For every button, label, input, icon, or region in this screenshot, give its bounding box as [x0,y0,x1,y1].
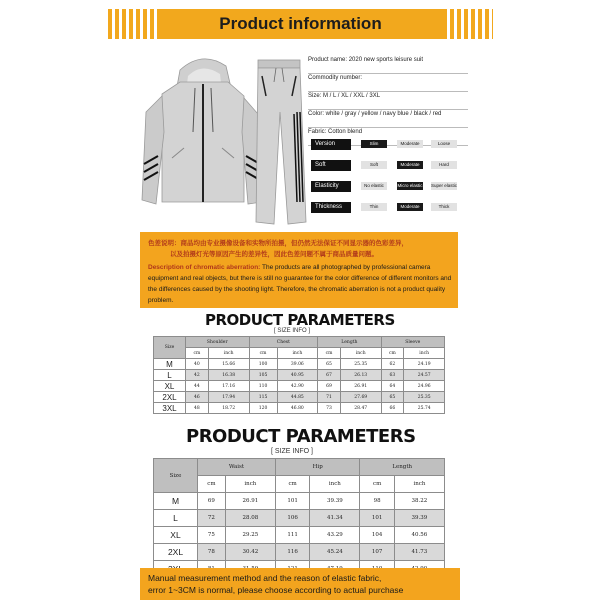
spec-product-name: Product name: 2020 new sports leisure suit [308,54,468,74]
notice-english [148,262,453,306]
top-size-table [153,336,445,414]
notice-en-heading: Description of chromatic aberration: [148,264,261,271]
page-title: Product information [219,14,382,33]
table-cell: 40.95 [277,370,318,381]
table-cell: 16.38 [208,370,249,381]
size-cell: XL [154,381,186,392]
attr-label: Soft [311,160,351,171]
unit-header: cm [249,348,277,359]
header-banner [0,0,600,48]
attr-option: Thin [361,203,387,211]
bottom-table-body [154,493,445,578]
attr-soft [311,160,466,171]
attr-option: Loose [431,140,457,148]
top-table-body [154,359,445,414]
table-row [154,493,445,510]
unit-header: inch [404,348,445,359]
group-header: Chest [249,337,318,348]
top-params-subtitle: [ SIZE INFO ] [274,328,311,334]
measurement-note [140,568,460,600]
table-cell: 24.96 [404,381,445,392]
table-cell: 111 [275,527,309,544]
table-cell: 43.29 [310,527,360,544]
table-cell: 15.66 [208,359,249,370]
table-cell: 65 [381,392,404,403]
table-row [154,370,445,381]
table-cell: 27.69 [340,392,381,403]
note-line1: Manual measurement method and the reason of elastic fabric, [148,573,382,583]
table-row [154,403,445,414]
unit-header: cm [318,348,341,359]
attr-label: Elasticity [311,181,351,192]
unit-header: inch [340,348,381,359]
spec-commodity-number: Commodity number: [308,72,468,92]
table-cell: 62 [381,359,404,370]
size-header: Size [154,337,186,359]
table-cell: 100 [249,359,277,370]
table-cell: 40.56 [394,527,444,544]
unit-header: cm [186,348,209,359]
bottom-params-title: PRODUCT PARAMETERS [186,426,416,447]
unit-header: cm [275,476,309,493]
size-cell: 2XL [154,392,186,403]
table-cell: 75 [198,527,226,544]
table-cell: 104 [360,527,394,544]
table-cell: 46.80 [277,403,318,414]
attr-version [311,139,466,150]
table-row [154,381,445,392]
table-cell: 28.47 [340,403,381,414]
table-cell: 101 [360,510,394,527]
table-cell: 40 [186,359,209,370]
table-cell: 25.35 [404,392,445,403]
spec-fabric: Fabric: Cotton blend [308,126,468,146]
attr-thickness [311,202,466,213]
table-cell: 110 [249,381,277,392]
table-cell: 39.06 [277,359,318,370]
attr-option: Moderate [397,161,423,169]
group-header: Waist [198,459,276,476]
product-photo [140,52,308,232]
table-cell: 18.72 [208,403,249,414]
size-header: Size [154,459,198,493]
unit-header: cm [198,476,226,493]
table-cell: 73 [318,403,341,414]
table-cell: 26.91 [340,381,381,392]
table-cell: 42 [186,370,209,381]
unit-header: cm [360,476,394,493]
attr-option: No elastic [361,182,387,190]
table-cell: 24.19 [404,359,445,370]
table-cell: 30.42 [225,544,275,561]
group-header: Shoulder [186,337,250,348]
size-cell: XL [154,527,198,544]
table-cell: 26.91 [225,493,275,510]
group-header: Hip [275,459,360,476]
table-cell: 41.73 [394,544,444,561]
attr-option: Soft [361,161,387,169]
table-cell: 38.22 [394,493,444,510]
table-cell: 66 [381,403,404,414]
color-aberration-notice [140,232,458,308]
table-cell: 69 [318,381,341,392]
table-cell: 101 [275,493,309,510]
attr-option: Super elastic [431,183,458,188]
table-cell: 63 [381,370,404,381]
notice-cn-line1: 色差说明：商品均由专业摄像设备和实物所拍摄，但仍然无法保证不同显示器的色彩差异， [148,240,408,247]
group-header: Length [318,337,381,348]
table-row [154,510,445,527]
table-cell: 105 [249,370,277,381]
header-stripes-right [443,9,493,39]
table-cell: 28.08 [225,510,275,527]
attr-option: Thick [431,203,457,211]
unit-header: inch [394,476,444,493]
table-cell: 48 [186,403,209,414]
table-cell: 72 [198,510,226,527]
notice-cn-line2: 以及拍摄灯光等原因产生的差异性，因此色差问题不属于商品质量问题。 [170,251,378,258]
table-cell: 39.39 [310,493,360,510]
top-params-title: PRODUCT PARAMETERS [205,311,395,329]
table-row [154,392,445,403]
table-cell: 25.74 [404,403,445,414]
table-cell: 65 [318,359,341,370]
unit-header: cm [381,348,404,359]
table-row [154,527,445,544]
table-cell: 107 [360,544,394,561]
table-cell: 71 [318,392,341,403]
size-cell: 3XL [154,403,186,414]
table-cell: 116 [275,544,309,561]
table-cell: 24.57 [404,370,445,381]
attr-label: Version [311,139,351,150]
unit-header: inch [225,476,275,493]
attr-label: Thickness [311,202,351,213]
header-stripes-left [108,9,158,39]
table-cell: 46 [186,392,209,403]
table-cell: 115 [249,392,277,403]
table-cell: 25.35 [340,359,381,370]
table-cell: 44 [186,381,209,392]
group-header: Length [360,459,445,476]
note-line2: error 1~3CM is normal, please choose according to actual purchase [148,585,404,595]
size-cell: 2XL [154,544,198,561]
unit-header: inch [310,476,360,493]
tracksuit-image [140,52,308,232]
unit-header: inch [208,348,249,359]
attr-option: Micro elastic [397,183,423,188]
notice-chinese [148,238,448,260]
table-cell: 106 [275,510,309,527]
attr-option: Moderate [397,140,423,148]
bottom-size-table [153,458,445,578]
unit-header: inch [277,348,318,359]
attr-option: Hard [431,161,457,169]
attr-option: Slim [361,140,387,148]
group-header: Sleeve [381,337,444,348]
table-cell: 29.25 [225,527,275,544]
bottom-params-subtitle: [ SIZE INFO ] [271,448,314,455]
table-cell: 78 [198,544,226,561]
table-cell: 26.13 [340,370,381,381]
table-cell: 45.24 [310,544,360,561]
size-cell: M [154,493,198,510]
table-cell: 44.85 [277,392,318,403]
table-cell: 39.39 [394,510,444,527]
spec-color: Color: white / gray / yellow / navy blue / black / red [308,108,468,128]
table-cell: 120 [249,403,277,414]
size-cell: L [154,510,198,527]
table-row [154,359,445,370]
notice-en-body: The products are all photographed by professional camera equipment and real objects, but there is still no guarantee for the color difference of different monitors and the differences caused by the shooting light. Therefore, the chromatic aberration is not a product quality problem. [148,264,452,304]
table-cell: 64 [381,381,404,392]
table-cell: 17.94 [208,392,249,403]
table-cell: 98 [360,493,394,510]
table-cell: 67 [318,370,341,381]
table-cell: 17.16 [208,381,249,392]
measurement-note-text [148,572,403,596]
spec-size: Size: M / L / XL / XXL / 3XL [308,90,468,110]
table-cell: 42.90 [277,381,318,392]
attr-elasticity [311,181,466,192]
table-row [154,544,445,561]
size-cell: M [154,359,186,370]
size-cell: L [154,370,186,381]
attr-option: Moderate [397,203,423,211]
table-cell: 41.34 [310,510,360,527]
table-cell: 69 [198,493,226,510]
